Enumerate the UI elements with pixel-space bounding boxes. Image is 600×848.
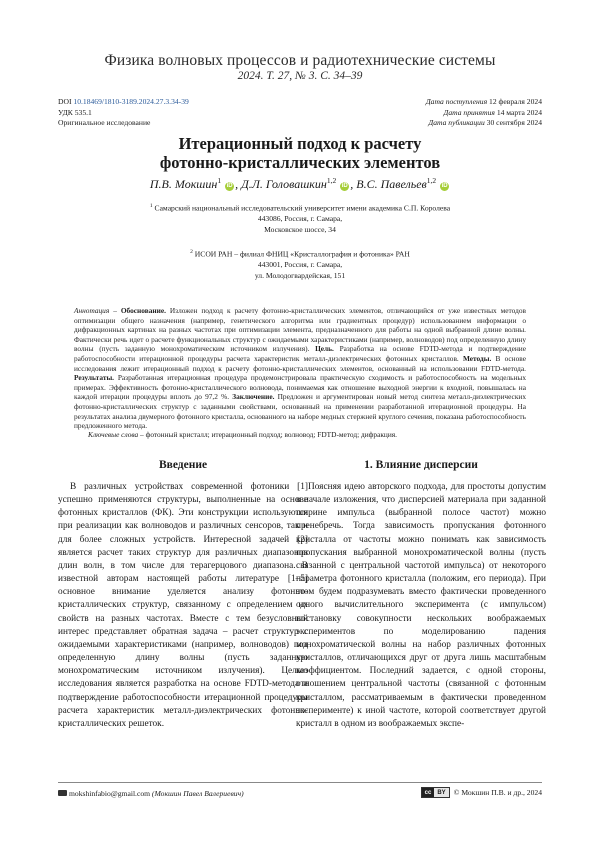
section1-paragraph: Поясняя идею авторского подхода, для простоты допустим в начале изложения, что дисперсией материала при заданной ширине импульса (выбранной полосе частот) можно пренебречь. Тогда зависимость пропускания фотонного кристалла от частоты можно понимать как зависимость пропускания выбранной монохроматической волны (пусть связанной с центральной частотой импульса) от некоторого параметра фотонного кристалла (положим, его периода). При этом будем подразумевать вместо фактически проведенного одного вычислительного эксперимента (с импульсом) постановку совокупности нескольких воображаемых экспериментов по моделированию падения монохроматической волны на набор различных фотонных кристаллов, отличающихся друг от друга лишь масштабным коэффициентом. Последний задается, с одной стороны, отношением центральной частоты (связанной с фотонным кристаллом, рассматриваемым в фактически проведенном эксперименте) к иной частоте, которой соответствует другой кристалл в одном из воображаемых экспе-	[296, 482, 546, 729]
published-date: Дата публикации 30 сентября 2024	[428, 118, 542, 127]
affiliation-1: $^1$ Самарский национальный исследовательский университет имени академика С.П. Королева 443086, Россия, г. Самара, Московское шоссе, 34	[149, 203, 451, 234]
corresponding-author: (Мокшин Павел Валериевич)	[150, 789, 244, 798]
orcid-icon[interactable]: iD	[341, 183, 348, 189]
intro-paragraph: В различных устройствах современной фотоники [1] успешно применяются структуры, выполненные на основе фотонных кристаллов (ФК). Эти конструкции используются при реализации как волноводов и различных сенсоров, так и для более сложных устройств. Интересной задачей [2] является расчет таких структур для различных диапазонов длин волн, в том числе для терагерцового диапазона. В известной авторам настоящей работы литературе [1–5] основное внимание уделяется анализу фотонно-кристаллических структур, связанному с определением их свойств на разных частотах. Вместе с тем безусловный интерес представляет обратная задача – расчет структур с ожидаемыми характеристиками (например, волноводов) под определенную длину волны (пусть заданную монохроматическим источником излучения). Целью исследования является разработка на основе FDTD-метода и подтверждение работоспособности итерационной процедуры расчета характеристик металл-диэлектрических фотонно-кристаллических решеток.	[58, 482, 308, 729]
email-link[interactable]: mokshinfabio@gmail.com	[69, 789, 151, 798]
orcid-icon[interactable]: iD	[441, 183, 448, 189]
footer-license	[421, 787, 542, 798]
udc: УДК 535.1	[58, 107, 92, 117]
intro-heading: Введение	[158, 459, 208, 471]
footer-contact	[58, 789, 244, 798]
author-name: В.С. Павельев	[356, 177, 427, 191]
orcid-icon[interactable]: iD	[226, 183, 233, 189]
article-meta-right	[426, 97, 542, 129]
keywords: Ключевые слова – фотонный кристалл; итерационный подход; волновод; FDTD-метод; дифракция.	[88, 430, 397, 439]
section1-heading: 1. Влияние дисперсии	[364, 459, 478, 471]
accepted-date: Дата принятия 14 марта 2024	[443, 107, 542, 117]
abstract: Аннотация – Обоснование. Изложен подход к расчету фотонно-кристаллических элементов, отличающийся от уже известных методов оптимизации общего назначения (например, генетического алгоритма или градиентных процедур) использованием информации о дифракционных картинах на разных частотах при оптимизации элемента, предназначенного для работы на одной выбранной длине волны. Фактически речь идет о расчете функциональных структур с ожидаемыми характеристиками (например, волноводов) под определенную длину волны (пусть заданную монохроматическим источником излучения). Цель. Разработка на основе FDTD-метода и подтверждение работоспособности итерационной процедуры расчета характеристик металл-диэлектрических фотонных кристаллов. Методы. В основе исследования лежит итерационный подход к расчету фотонно-кристаллических элементов, основанный на использовании FDTD-метода. Результаты. Разработанная итерационная процедура продемонстрировала практическую сходимость и работоспособность на модельных примерах. Эффективность фотонно-кристаллического волновода, понимаемая как отношение выходной энергии к входной, повышалась на каждой итерации процедуры вплоть до 97,2 %. Заключение. Предложен и аргументирован новый метод синтеза металл-диэлектрических фотонно-кристаллических структур с заданными свойствами, основанный на применении разработанной итерационной процедуры. На результатах анализа двумерного фотонного кристалла, основанного на наборе медных стержней круглого сечения, показана работоспособность предложенного метода.	[74, 306, 526, 431]
article-title: Итерационный подход к расчету фотонно-кристаллических элементов	[159, 134, 441, 172]
affiliation-2: $^2$ ИСОИ РАН – филиал ФНИЦ «Кристаллография и фотоника» РАН 443001, Россия, г. Самара, ул. Молодогвардейская, 151	[190, 249, 410, 280]
doi-link[interactable]: 10.18469/1810-3189.2024.27.3.34-39	[73, 97, 189, 106]
doi-line	[58, 97, 189, 108]
footer-divider	[58, 782, 542, 783]
doi-label: DOI	[58, 97, 74, 106]
article-type: Оригинальное исследование	[58, 118, 151, 127]
intro-column	[58, 458, 308, 731]
author-name: П.В. Мокшин	[149, 177, 218, 191]
copyright: © Мокшин П.В. и др., 2024	[453, 788, 542, 797]
cc-by-license-icon[interactable]: cc BY	[421, 787, 450, 798]
section1-column	[296, 458, 546, 731]
author-list: П.В. Мокшин$^1$ iD , Д.Л. Головашкин$^{1,2}$ iD , В.С. Павельев$^{1,2}$ iD	[149, 176, 448, 191]
journal-issue: 2024. Т. 27, № 3. С. 34–39	[237, 70, 363, 82]
journal-title: Физика волновых процессов и радиотехнические системы	[104, 52, 496, 69]
received-date: Дата поступления 12 февраля 2024	[425, 97, 542, 106]
article-meta-left	[58, 97, 189, 129]
author-name: Д.Л. Головашкин	[241, 177, 327, 191]
mail-icon	[58, 790, 67, 796]
